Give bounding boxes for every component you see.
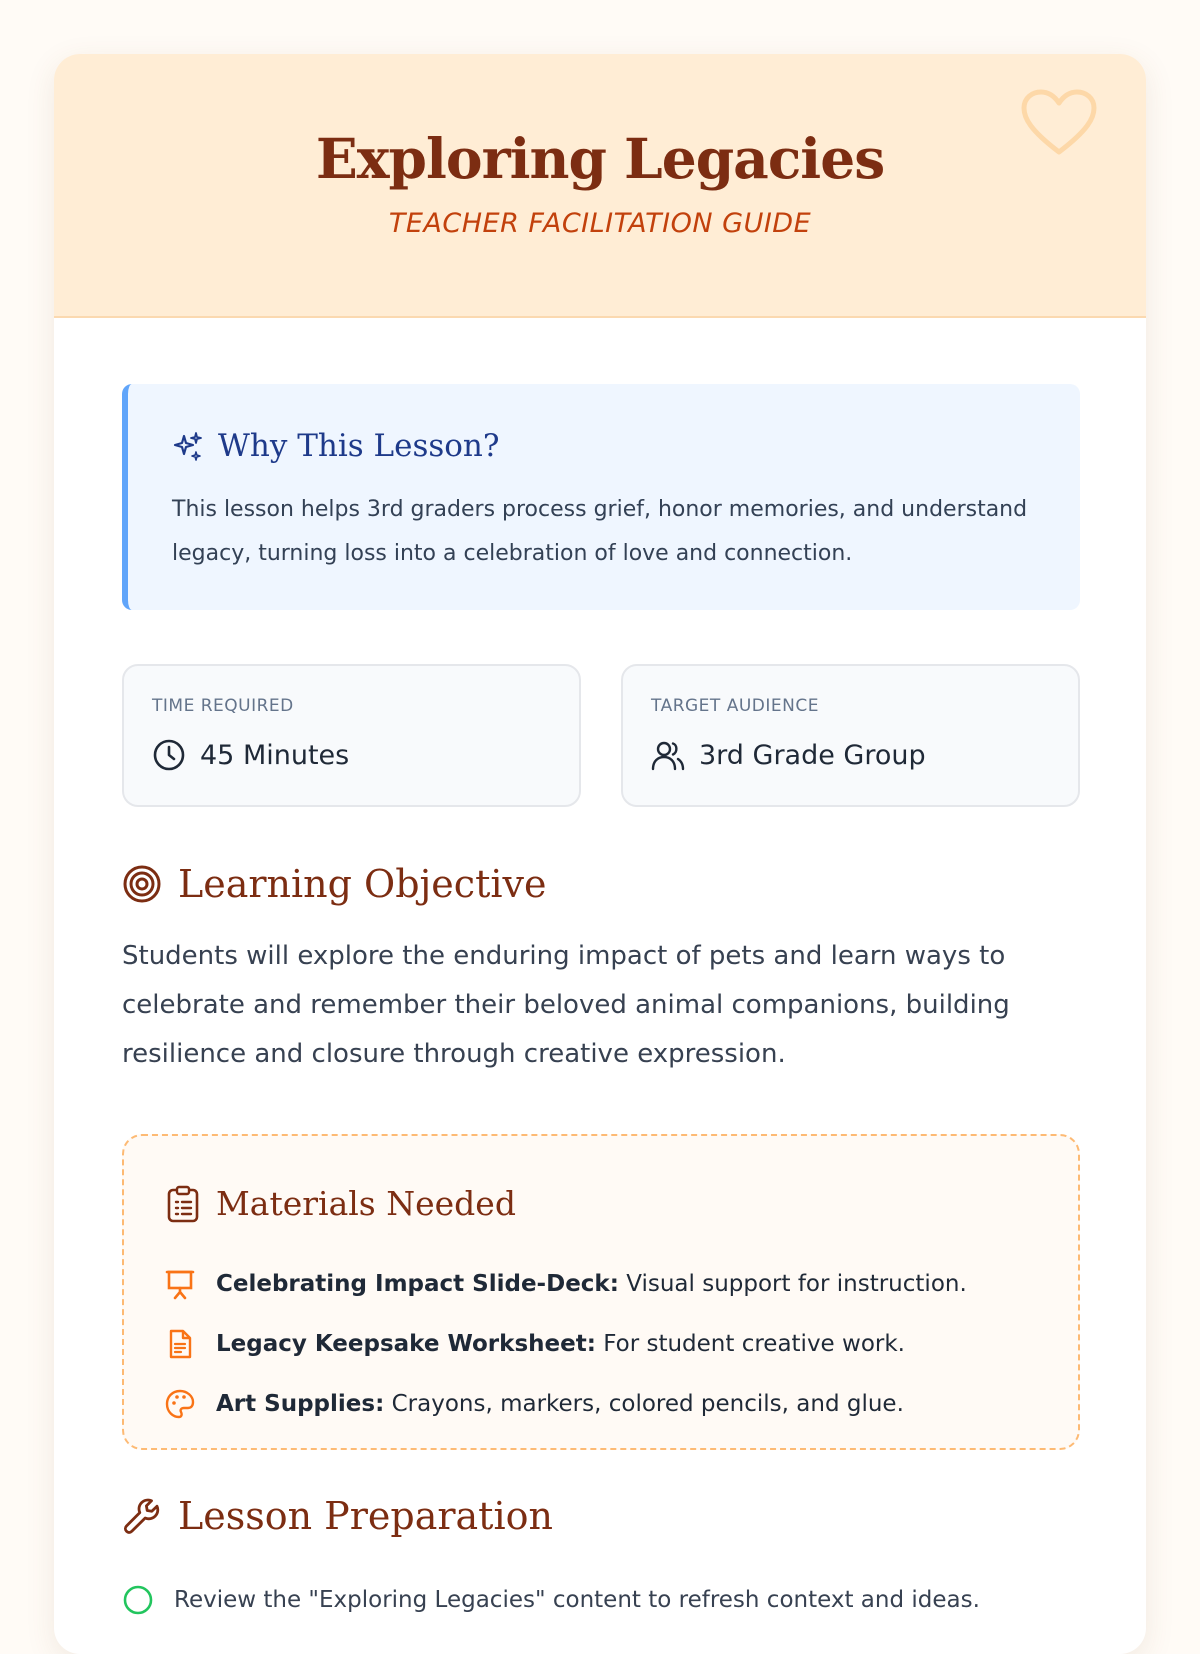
presentation-icon (164, 1268, 196, 1300)
preparation-item (122, 1584, 980, 1616)
preparation-text: Review the "Exploring Legacies" content to refresh context and ideas. (174, 1587, 980, 1613)
why-callout (122, 384, 1080, 610)
list-item (164, 1374, 967, 1434)
card-header (54, 54, 1146, 318)
preparation-heading (122, 1494, 553, 1538)
heart-icon[interactable] (1020, 88, 1098, 158)
materials-title: Materials Needed (216, 1184, 516, 1223)
info-label: TARGET AUDIENCE (651, 696, 819, 716)
time-required-card (122, 664, 581, 807)
objective-text: Students will explore the enduring impact of pets and learn ways to celebrate and remember their beloved animal companions, building resilience and closure through creative expression. (122, 941, 1010, 1069)
why-title: Why This Lesson? (218, 428, 500, 464)
material-name: Legacy Keepsake Worksheet: (216, 1331, 596, 1357)
list-item (164, 1314, 967, 1374)
preparation-title: Lesson Preparation (178, 1494, 553, 1538)
page-subtitle: TEACHER FACILITATION GUIDE (388, 208, 812, 239)
document-icon (164, 1328, 196, 1360)
why-text: This lesson helps 3rd graders process grief, honor memories, and understand legacy, turning loss into a celebration of love and connection. (172, 497, 1028, 566)
clipboard-icon (166, 1185, 200, 1223)
info-label: TIME REQUIRED (152, 696, 294, 716)
material-text (216, 1331, 905, 1357)
material-name: Art Supplies: (216, 1391, 385, 1417)
objective-heading (122, 862, 546, 906)
material-text (216, 1271, 967, 1297)
material-text (216, 1391, 904, 1417)
clock-icon (152, 738, 186, 772)
materials-box (122, 1134, 1080, 1450)
material-name: Celebrating Impact Slide-Deck: (216, 1271, 619, 1297)
info-value: 3rd Grade Group (699, 739, 926, 771)
wrench-icon (122, 1496, 162, 1536)
materials-list (164, 1254, 967, 1434)
materials-heading (166, 1184, 516, 1223)
check-circle-icon (122, 1584, 154, 1616)
why-heading (172, 428, 500, 464)
material-desc: Crayons, markers, colored pencils, and glue. (391, 1391, 904, 1417)
material-desc: For student creative work. (603, 1331, 905, 1357)
palette-icon (164, 1388, 196, 1420)
target-audience-card (621, 664, 1080, 807)
info-value: 45 Minutes (200, 739, 350, 771)
info-value-row (152, 738, 349, 772)
list-item (164, 1254, 967, 1314)
users-icon (651, 738, 685, 772)
material-desc: Visual support for instruction. (626, 1271, 967, 1297)
target-icon (122, 864, 162, 904)
page-title: Exploring Legacies (315, 126, 885, 191)
sparkles-icon (172, 430, 204, 462)
objective-title: Learning Objective (178, 862, 547, 906)
info-value-row (651, 738, 926, 772)
